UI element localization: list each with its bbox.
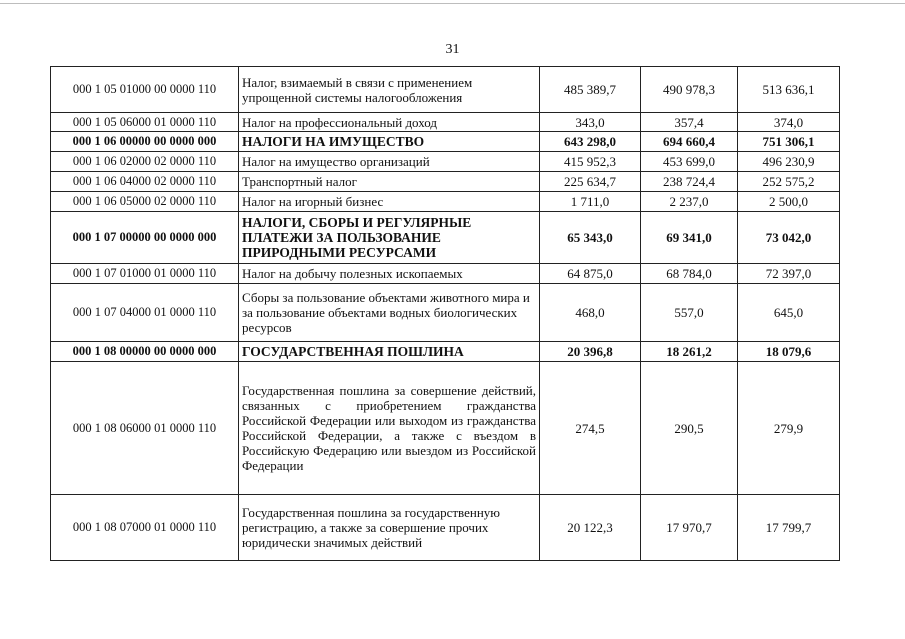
row-value-1: 1 711,0 xyxy=(540,192,641,212)
row-code: 000 1 08 06000 01 0000 110 xyxy=(51,362,239,495)
row-code: 000 1 08 00000 00 0000 000 xyxy=(51,342,239,362)
table-row xyxy=(51,362,840,495)
row-value-3: 17 799,7 xyxy=(738,495,840,561)
table-row xyxy=(51,152,840,172)
row-code: 000 1 06 02000 02 0000 110 xyxy=(51,152,239,172)
row-value-1: 415 952,3 xyxy=(540,152,641,172)
row-value-2: 69 341,0 xyxy=(641,212,738,264)
row-value-3: 72 397,0 xyxy=(738,264,840,284)
row-value-2: 357,4 xyxy=(641,113,738,132)
row-value-1: 65 343,0 xyxy=(540,212,641,264)
row-value-3: 751 306,1 xyxy=(738,132,840,152)
row-value-1: 274,5 xyxy=(540,362,641,495)
row-value-2: 694 660,4 xyxy=(641,132,738,152)
row-name: Сборы за пользование объектами животного мира и за пользование объектами водных биологических ресурсов xyxy=(239,284,540,342)
row-value-2: 453 699,0 xyxy=(641,152,738,172)
row-value-1: 485 389,7 xyxy=(540,67,641,113)
table-row xyxy=(51,212,840,264)
row-value-1: 643 298,0 xyxy=(540,132,641,152)
table-row xyxy=(51,495,840,561)
row-code: 000 1 05 06000 01 0000 110 xyxy=(51,113,239,132)
row-name: Налог на добычу полезных ископаемых xyxy=(239,264,540,284)
row-code: 000 1 06 04000 02 0000 110 xyxy=(51,172,239,192)
table-row xyxy=(51,284,840,342)
row-value-3: 645,0 xyxy=(738,284,840,342)
row-value-2: 490 978,3 xyxy=(641,67,738,113)
row-code: 000 1 06 05000 02 0000 110 xyxy=(51,192,239,212)
row-name: Налог на профессиональный доход xyxy=(239,113,540,132)
row-code: 000 1 07 04000 01 0000 110 xyxy=(51,284,239,342)
row-name: Налог на игорный бизнес xyxy=(239,192,540,212)
row-value-2: 17 970,7 xyxy=(641,495,738,561)
row-value-1: 468,0 xyxy=(540,284,641,342)
row-value-3: 2 500,0 xyxy=(738,192,840,212)
row-name: НАЛОГИ, СБОРЫ И РЕГУЛЯРНЫЕ ПЛАТЕЖИ ЗА ПОЛЬЗОВАНИЕ ПРИРОДНЫМИ РЕСУРСАМИ xyxy=(239,212,540,264)
row-name: Налог, взимаемый в связи с применением упрощенной системы налогообложения xyxy=(239,67,540,113)
row-value-3: 279,9 xyxy=(738,362,840,495)
row-code: 000 1 07 01000 01 0000 110 xyxy=(51,264,239,284)
row-code: 000 1 06 00000 00 0000 000 xyxy=(51,132,239,152)
row-value-1: 20 396,8 xyxy=(540,342,641,362)
row-code: 000 1 08 07000 01 0000 110 xyxy=(51,495,239,561)
row-name: Транспортный налог xyxy=(239,172,540,192)
table-row xyxy=(51,192,840,212)
table-row xyxy=(51,113,840,132)
table-row xyxy=(51,342,840,362)
row-name: Налог на имущество организаций xyxy=(239,152,540,172)
row-value-1: 343,0 xyxy=(540,113,641,132)
row-value-3: 496 230,9 xyxy=(738,152,840,172)
row-name: Государственная пошлина за совершение действий, связанных с приобретением гражданства Российской Федерации или выходом из гражданства Российской Федерации, а также с въездом в Российскую Федерацию или выездом из Российской Федерации xyxy=(239,362,540,495)
row-code: 000 1 07 00000 00 0000 000 xyxy=(51,212,239,264)
row-value-3: 374,0 xyxy=(738,113,840,132)
row-name: ГОСУДАРСТВЕННАЯ ПОШЛИНА xyxy=(239,342,540,362)
revenue-table xyxy=(50,66,840,561)
row-name: НАЛОГИ НА ИМУЩЕСТВО xyxy=(239,132,540,152)
page-number: 31 xyxy=(445,42,460,57)
table-row xyxy=(51,172,840,192)
row-value-3: 252 575,2 xyxy=(738,172,840,192)
row-value-3: 73 042,0 xyxy=(738,212,840,264)
row-value-2: 557,0 xyxy=(641,284,738,342)
row-value-2: 68 784,0 xyxy=(641,264,738,284)
table-row xyxy=(51,132,840,152)
row-value-2: 2 237,0 xyxy=(641,192,738,212)
scan-top-edge xyxy=(0,3,905,4)
table-row xyxy=(51,67,840,113)
row-value-3: 18 079,6 xyxy=(738,342,840,362)
row-value-1: 64 875,0 xyxy=(540,264,641,284)
table-row xyxy=(51,264,840,284)
row-value-1: 225 634,7 xyxy=(540,172,641,192)
row-value-1: 20 122,3 xyxy=(540,495,641,561)
row-value-2: 290,5 xyxy=(641,362,738,495)
row-value-2: 238 724,4 xyxy=(641,172,738,192)
row-name: Государственная пошлина за государственную регистрацию, а также за совершение прочих юридически значимых действий xyxy=(239,495,540,561)
row-value-3: 513 636,1 xyxy=(738,67,840,113)
row-code: 000 1 05 01000 00 0000 110 xyxy=(51,67,239,113)
row-value-2: 18 261,2 xyxy=(641,342,738,362)
